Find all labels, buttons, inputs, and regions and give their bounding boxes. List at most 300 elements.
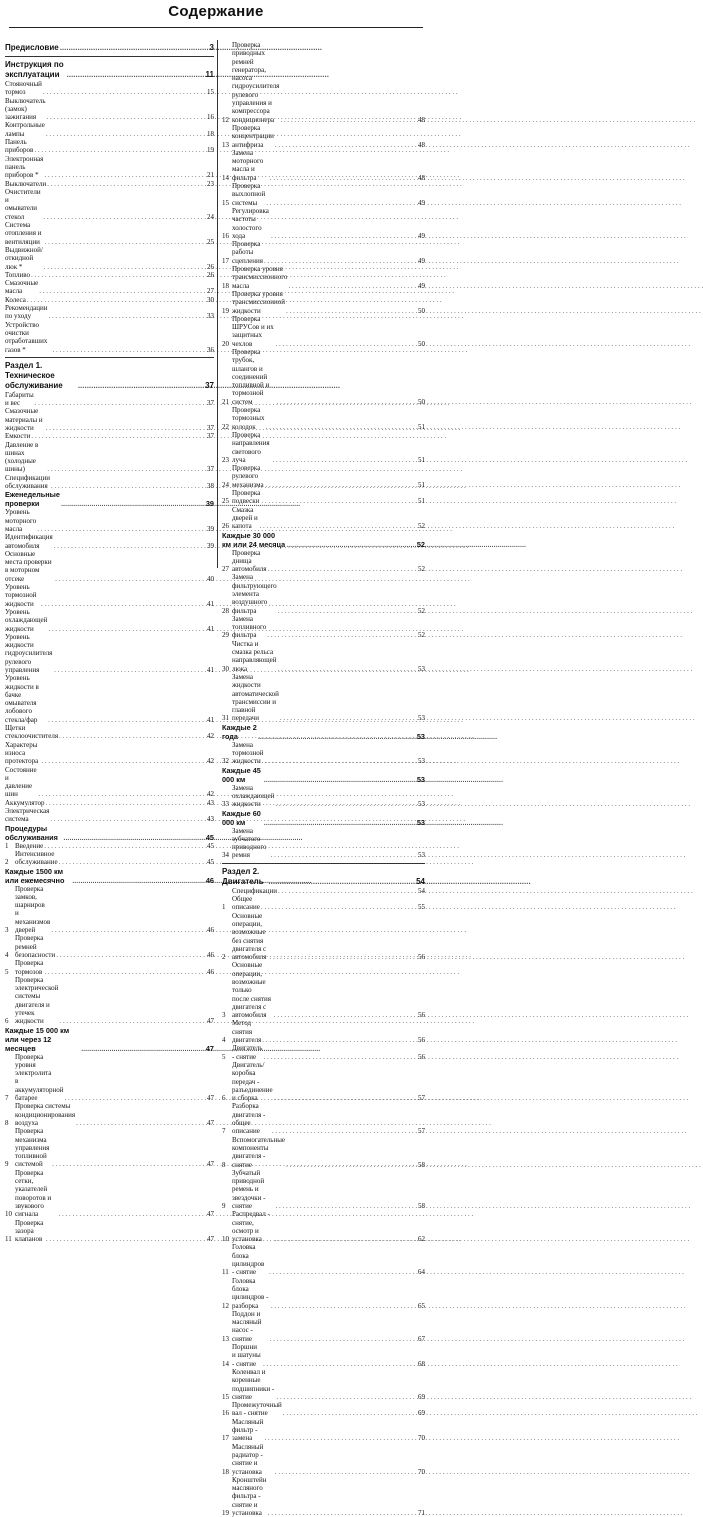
toc-entry[interactable]	[5, 246, 214, 271]
toc-page-number: 58	[418, 1202, 425, 1210]
toc-entry-title: Проверка выхлопной системы	[232, 182, 266, 207]
toc-page-number: 62	[418, 1235, 425, 1244]
toc-entry[interactable]	[222, 1401, 425, 1418]
toc-page-number: 39	[205, 499, 214, 509]
toc-entry[interactable]	[222, 182, 425, 207]
toc-page-number: 53	[418, 851, 425, 860]
dot-leader	[275, 1468, 416, 1476]
toc-entry-number: 4	[5, 950, 9, 959]
toc-entry[interactable]	[222, 887, 425, 895]
toc-section-heading[interactable]	[222, 867, 425, 887]
dot-leader	[31, 432, 205, 440]
toc-page-number: 51	[418, 422, 425, 431]
toc-entry[interactable]	[222, 489, 425, 506]
toc-page-number: 37	[207, 432, 214, 441]
toc-entry[interactable]	[5, 321, 214, 354]
toc-entry-number: 6	[5, 1017, 9, 1026]
toc-entry[interactable]	[222, 1044, 425, 1061]
toc-entry-title: Поддон и масляный насос - снятие	[232, 1309, 262, 1343]
toc-page-number: 47	[207, 1094, 214, 1103]
toc-page-number: 70	[418, 1467, 425, 1476]
dot-leader	[268, 565, 416, 573]
toc-entry[interactable]	[222, 1243, 425, 1276]
toc-page-number: 39	[207, 541, 214, 550]
toc-entry-number: 34	[222, 851, 229, 860]
toc-page-number: 51	[418, 480, 425, 489]
toc-entry[interactable]	[5, 1127, 214, 1168]
toc-entry[interactable]	[5, 1053, 214, 1103]
toc-page-number: 50	[418, 306, 425, 315]
dot-leader	[275, 141, 416, 149]
toc-entry[interactable]	[5, 279, 214, 296]
toc-page-number: 52	[418, 565, 425, 574]
toc-page-number: 30	[207, 295, 214, 304]
toc-entry[interactable]	[222, 149, 425, 182]
toc-page-number: 27	[207, 287, 214, 296]
toc-page-number: 38	[207, 482, 214, 491]
dot-leader	[81, 1044, 205, 1053]
toc-entry[interactable]	[5, 508, 214, 533]
toc-entry[interactable]	[5, 1219, 214, 1244]
toc-entry[interactable]	[5, 533, 214, 550]
toc-entry[interactable]	[5, 155, 214, 180]
toc-page-number: 68	[418, 1359, 425, 1368]
toc-page-number: 64	[418, 1268, 425, 1277]
dot-leader	[47, 180, 205, 188]
toc-entry-number: 18	[222, 281, 229, 290]
toc-subheading[interactable]	[5, 867, 214, 885]
toc-entry[interactable]	[222, 1210, 425, 1243]
toc-entry[interactable]	[222, 240, 425, 265]
toc-page-number: 37	[207, 399, 214, 408]
toc-page-number: 55	[418, 903, 425, 912]
toc-subheading[interactable]	[222, 531, 425, 549]
toc-entry-title: Каждые 30 000 км или 24 месяца	[222, 530, 286, 549]
toc-entry[interactable]	[222, 640, 425, 673]
toc-entry[interactable]	[222, 615, 425, 640]
toc-entry[interactable]	[5, 188, 214, 221]
toc-entry-title: Головка блока цилиндров - разборка	[232, 1276, 269, 1310]
toc-entry-title: Спецификации	[232, 886, 277, 895]
toc-entry-title: Головка блока цилиндров - снятие	[232, 1243, 265, 1277]
toc-entry[interactable]	[222, 1277, 425, 1310]
dot-leader	[280, 714, 416, 722]
toc-entry-title: Проверка электрической системы двигателя и утечек жидкости	[15, 975, 59, 1026]
toc-entry-title: Проверка замков, шарниров и механизмов дверей	[15, 884, 51, 935]
toc-entry-number: 13	[222, 140, 229, 149]
toc-entry[interactable]	[5, 296, 214, 304]
dot-leader	[47, 465, 205, 473]
toc-entry[interactable]	[5, 97, 214, 122]
dot-leader	[274, 1011, 416, 1019]
toc-page-number: 41	[207, 715, 214, 724]
toc-entry-title: Предисловие	[5, 43, 59, 52]
dot-leader	[61, 499, 205, 508]
section-separator	[5, 357, 214, 358]
toc-entry[interactable]	[5, 766, 214, 799]
dot-leader	[65, 1094, 205, 1102]
toc-page-number: 45	[207, 858, 214, 867]
dot-leader	[260, 522, 416, 530]
toc-entry-title: Проверка уровня трансмиссионной жидкости	[232, 289, 285, 315]
toc-entry-title: Регулировка частоты холостого хода	[232, 206, 269, 240]
toc-entry[interactable]	[222, 549, 425, 574]
toc-entry[interactable]	[5, 138, 214, 155]
toc-entry-title: Электрическая система	[5, 807, 50, 824]
dot-leader	[276, 340, 416, 348]
toc-page-number: 26	[207, 270, 214, 279]
toc-entry-title: Распредвал - снятие, осмотр и установка	[232, 1210, 270, 1244]
toc-subheading[interactable]	[222, 723, 425, 741]
dot-leader	[262, 1036, 416, 1044]
toc-entry[interactable]	[222, 464, 425, 489]
toc-page-number: 69	[418, 1392, 425, 1401]
dot-leader	[261, 497, 416, 505]
toc-entry[interactable]	[222, 1368, 425, 1401]
toc-subheading[interactable]	[222, 809, 425, 827]
toc-entry-number: 14	[222, 173, 229, 182]
toc-entry-number: 27	[222, 565, 229, 574]
toc-entry-title: Характеры износа протектора	[5, 740, 39, 766]
toc-entry[interactable]	[5, 271, 214, 279]
toc-entry-title: Система отопления и вентиляции	[5, 221, 42, 246]
toc-page-number: 52	[418, 631, 425, 640]
toc-entry-title: Проверка сетки, указателей поворотов и звукового сигнала	[15, 1168, 52, 1219]
dot-leader	[60, 43, 205, 53]
toc-entry-title: Интенсивное обслуживание	[15, 849, 58, 867]
toc-entry-title: Поршни и шатуны - снятие	[232, 1343, 261, 1368]
toc-entry-number: 11	[5, 1235, 12, 1244]
toc-entry-title: Инструкция по эксплуатации	[5, 60, 64, 79]
toc-page-number: 49	[418, 231, 425, 240]
toc-entry-title: Замена моторного масла и фильтра	[232, 148, 264, 182]
toc-entry[interactable]	[5, 441, 214, 474]
dot-leader	[264, 257, 416, 265]
dot-leader	[58, 1210, 205, 1218]
toc-page-number: 42	[207, 757, 214, 766]
toc-entry-number: 16	[222, 231, 229, 240]
toc-entry[interactable]	[222, 1443, 425, 1476]
toc-entry[interactable]	[5, 934, 214, 959]
toc-page-number: 3	[209, 43, 214, 52]
toc-section-heading[interactable]	[5, 43, 214, 53]
toc-page-number: 45	[207, 841, 214, 850]
toc-page-number: 46	[205, 875, 214, 885]
toc-section-heading[interactable]	[5, 60, 214, 80]
toc-subheading[interactable]	[5, 824, 214, 842]
toc-entry-title: Замена тормозной жидкости	[232, 740, 264, 766]
toc-entry-number: 16	[222, 1409, 229, 1418]
toc-entry-number: 2	[5, 858, 9, 867]
title-rule	[9, 27, 423, 28]
toc-entry[interactable]	[222, 1418, 425, 1443]
toc-page-number: 48	[418, 140, 425, 149]
toc-entry-title: Каждые 45 000 км	[222, 765, 261, 784]
toc-entry-title: Состояние и давление шин	[5, 765, 37, 799]
toc-entry-number: 12	[222, 115, 229, 124]
toc-entry-title: Стояночный тормоз	[5, 80, 42, 97]
toc-entry-number: 6	[222, 1094, 226, 1103]
toc-entry[interactable]	[5, 1169, 214, 1219]
toc-entry[interactable]	[5, 474, 214, 491]
dot-leader	[271, 851, 416, 859]
toc-page-number: 53	[418, 800, 425, 809]
toc-entry[interactable]	[5, 741, 214, 766]
dot-leader	[41, 757, 205, 765]
toc-page-number: 57	[418, 1127, 425, 1136]
dot-leader	[266, 199, 416, 207]
toc-entry-number: 15	[222, 1392, 229, 1401]
toc-entry[interactable]	[222, 1102, 425, 1135]
toc-page-number: 39	[207, 524, 214, 533]
toc-page-number: 47	[207, 1017, 214, 1026]
toc-entry-title: Основные операции, возможные только после снятия двигателя с автомобиля	[232, 961, 271, 1020]
toc-entry-title: Давление в шинах (холодные шины)	[5, 440, 39, 474]
toc-entry[interactable]	[222, 1476, 425, 1517]
toc-entry[interactable]	[222, 912, 425, 962]
dot-leader	[50, 815, 205, 823]
toc-entry[interactable]	[222, 315, 425, 348]
toc-entry-title: Проверка тормозных колодок	[232, 406, 265, 431]
dot-leader	[266, 423, 416, 431]
dot-leader	[274, 1235, 416, 1243]
toc-entry[interactable]	[5, 550, 214, 583]
toc-entry[interactable]	[222, 348, 425, 406]
toc-entry-title: Кронштейн масляного фильтра - снятие и установка	[232, 1475, 267, 1517]
toc-entry-title: Идентификация автомобиля	[5, 533, 53, 550]
toc-page-number: 47	[207, 1118, 214, 1127]
toc-entry-number: 13	[222, 1334, 229, 1343]
dot-leader	[44, 842, 205, 850]
toc-page-number: 15	[207, 88, 214, 97]
toc-entry[interactable]	[222, 290, 425, 315]
dot-leader	[46, 1235, 205, 1243]
toc-page-number: 40	[207, 574, 214, 583]
toc-entry-title: Проверка механизма управления топливной системой	[15, 1127, 50, 1169]
toc-entry-title: Панель приборов	[5, 138, 34, 155]
toc-entry-number: 14	[222, 1359, 229, 1368]
dot-leader	[271, 1302, 416, 1310]
dot-leader	[270, 1335, 416, 1343]
toc-page-number: 56	[418, 1052, 425, 1061]
toc-section-heading[interactable]	[5, 361, 214, 391]
dot-leader	[286, 1161, 416, 1169]
toc-entry-title: Метод снятия двигателя	[232, 1019, 262, 1045]
toc-entry[interactable]	[5, 583, 214, 608]
toc-entry-number: 20	[222, 339, 229, 348]
toc-entry-number: 10	[222, 1235, 229, 1244]
toc-entry[interactable]	[222, 741, 425, 766]
toc-entry[interactable]	[222, 1169, 425, 1210]
toc-page-number: 47	[205, 1043, 214, 1053]
dot-leader	[41, 600, 205, 608]
toc-entry-number: 29	[222, 631, 229, 640]
toc-entry-title: Спецификации обслуживания	[5, 473, 50, 491]
toc-entry[interactable]	[222, 573, 425, 614]
dot-leader	[47, 113, 205, 121]
toc-entry-number: 7	[5, 1094, 9, 1103]
toc-page-number: 46	[207, 926, 214, 935]
dot-leader	[63, 833, 205, 842]
toc-page-number: 48	[418, 115, 425, 124]
toc-entry-title: Вспомогательные компоненты двигателя - снятие	[232, 1135, 286, 1169]
toc-entry-title: Проверка концентрации антифриза	[232, 123, 274, 149]
toc-entry-number: 25	[222, 497, 229, 506]
toc-entry[interactable]	[222, 1310, 425, 1343]
toc-page-number: 16	[207, 113, 214, 122]
toc-page-number: 47	[207, 1160, 214, 1169]
dot-leader	[265, 757, 416, 765]
toc-page-number: 19	[207, 146, 214, 155]
toc-page-number: 33	[207, 312, 214, 321]
toc-entry-title: Проверка системы кондиционирования воздуха	[15, 1102, 76, 1127]
toc-entry[interactable]	[222, 406, 425, 431]
toc-entry[interactable]	[222, 1136, 425, 1169]
toc-left-column	[5, 41, 214, 1243]
toc-entry[interactable]	[5, 633, 214, 674]
toc-entry-title: Проверка направления светового луча	[232, 430, 270, 464]
toc-entry[interactable]	[5, 807, 214, 824]
toc-entry-title: Проверка трубок, шлангов и соединений топливной и тормозной систем	[232, 347, 270, 406]
toc-entry-title: Смазочные масла	[5, 279, 39, 296]
toc-page-number: 50	[418, 339, 425, 348]
toc-entry-number: 5	[5, 967, 9, 976]
toc-subheading[interactable]	[222, 766, 425, 784]
toc-entry[interactable]	[222, 1061, 425, 1102]
toc-entry[interactable]	[5, 885, 214, 935]
toc-entry[interactable]	[5, 80, 214, 97]
toc-entry[interactable]	[5, 976, 214, 1026]
toc-page-number: 37	[207, 423, 214, 432]
toc-page-number: 67	[418, 1334, 425, 1343]
toc-entry-number: 2	[222, 953, 226, 962]
toc-subheading[interactable]	[5, 1026, 214, 1053]
toc-entry-title: Двигатель - снятие	[232, 1044, 263, 1061]
dot-leader	[54, 666, 205, 674]
dot-leader	[263, 1360, 416, 1368]
dot-leader	[31, 271, 205, 279]
toc-entry-title: Каждые 15 000 км или через 12 месяцев	[5, 1025, 70, 1053]
toc-page-number: 56	[418, 953, 425, 962]
toc-entry[interactable]	[5, 1102, 214, 1127]
toc-entry[interactable]	[222, 784, 425, 809]
toc-entry[interactable]	[222, 1019, 425, 1044]
toc-entry[interactable]	[222, 124, 425, 149]
toc-entry-title: Электронная панель приборов *	[5, 154, 44, 180]
toc-entry[interactable]	[5, 304, 214, 321]
toc-entry[interactable]	[222, 41, 425, 124]
toc-entry-number: 18	[222, 1467, 229, 1476]
toc-entry-title: Габариты и вес	[5, 390, 34, 408]
toc-entry[interactable]	[222, 827, 425, 860]
toc-page-number: 23	[207, 179, 214, 188]
toc-entry-title: Контрольные лампы	[5, 121, 45, 138]
toc-entry-number: 17	[222, 256, 229, 265]
toc-page-number: 46	[207, 967, 214, 976]
toc-page-number: 48	[418, 173, 425, 182]
toc-page-number: 26	[207, 262, 214, 271]
toc-entry-title: Аккумулятор	[5, 798, 45, 807]
dot-leader	[278, 665, 416, 673]
dot-leader	[261, 903, 416, 911]
toc-entry[interactable]	[222, 1343, 425, 1368]
dot-leader	[45, 799, 205, 807]
toc-entry[interactable]	[5, 674, 214, 724]
toc-entry-title: Рекомендации по уходу	[5, 304, 48, 321]
toc-page-number: 43	[207, 798, 214, 807]
toc-entry[interactable]	[5, 959, 214, 976]
toc-entry-title: Устройство очистки отработавших газов *	[5, 320, 48, 354]
toc-entry-title: Замена зубчатого приводного ремня	[232, 826, 267, 860]
dot-leader	[51, 482, 205, 490]
dot-leader	[48, 716, 205, 724]
toc-entry-number: 19	[222, 306, 229, 315]
toc-entry[interactable]	[5, 407, 214, 432]
toc-entry[interactable]	[5, 391, 214, 408]
toc-entry[interactable]	[5, 850, 214, 867]
toc-page-number: 47	[207, 1210, 214, 1219]
toc-page-number: 71	[418, 1508, 425, 1517]
toc-entry-title: Емкости	[5, 432, 31, 441]
toc-right-column	[222, 41, 425, 1517]
toc-entry[interactable]	[5, 724, 214, 741]
toc-entry-title: Каждые 2 года	[222, 722, 257, 741]
dot-leader	[268, 1509, 416, 1517]
toc-entry-number: 30	[222, 664, 229, 673]
toc-entry[interactable]	[222, 431, 425, 464]
toc-entry-title: Уровень жидкости гидроусилителя рулевого управления	[5, 632, 53, 674]
toc-entry[interactable]	[5, 799, 214, 807]
toc-entry-title: Замена жидкости автоматической трансмиссии и главной передачи	[232, 672, 279, 723]
toc-entry[interactable]	[5, 180, 214, 188]
toc-entry-title: Замена охлаждающей жидкости	[232, 783, 275, 809]
toc-entry-title: Проверка подвески	[232, 489, 261, 506]
toc-entry-title: Замена топливного фильтра	[232, 614, 267, 640]
toc-entry[interactable]	[222, 207, 425, 240]
toc-entry[interactable]	[5, 121, 214, 138]
toc-entry-number: 31	[222, 714, 229, 723]
toc-entry-number: 19	[222, 1508, 229, 1517]
toc-page-number: 41	[207, 624, 214, 633]
toc-entry-number: 15	[222, 198, 229, 207]
toc-entry[interactable]	[222, 265, 425, 290]
toc-entry[interactable]	[5, 432, 214, 440]
toc-entry[interactable]	[222, 673, 425, 723]
dot-leader	[264, 818, 416, 827]
dot-leader	[67, 70, 205, 80]
toc-page-number: 42	[207, 732, 214, 741]
toc-entry[interactable]	[222, 895, 425, 912]
toc-entry-number: 10	[5, 1210, 12, 1219]
toc-page-number: 52	[418, 606, 425, 615]
toc-subheading[interactable]	[5, 490, 214, 508]
toc-entry[interactable]	[222, 506, 425, 531]
toc-page-number: 46	[207, 950, 214, 959]
toc-entry[interactable]	[222, 961, 425, 1019]
section-separator	[222, 863, 425, 864]
toc-page-number: 53	[416, 817, 425, 827]
dot-leader	[270, 174, 416, 182]
dot-leader	[34, 146, 205, 154]
toc-entry[interactable]	[5, 221, 214, 246]
toc-page-number: 53	[416, 731, 425, 741]
toc-entry-title: Коленвал и коренные подшипники - снятие	[232, 1367, 275, 1401]
toc-entry[interactable]	[5, 842, 214, 850]
section-separator	[5, 56, 214, 57]
toc-page-number: 21	[207, 171, 214, 180]
toc-entry[interactable]	[5, 608, 214, 633]
dot-leader	[283, 1409, 416, 1417]
